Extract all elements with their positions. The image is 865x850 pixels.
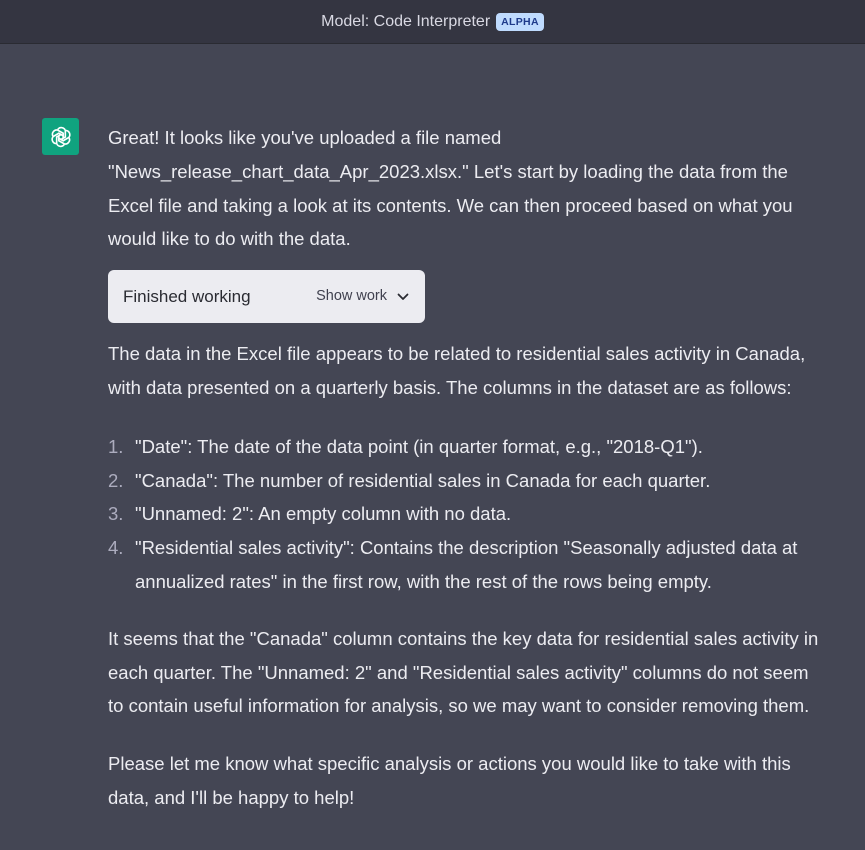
columns-list xyxy=(108,430,828,599)
list-item: 1. "Date": The date of the data point (in quarter format, e.g., "2018-Q1"). xyxy=(108,435,703,457)
chevron-down-icon xyxy=(397,293,409,301)
show-work-button[interactable] xyxy=(316,280,409,314)
assistant-avatar xyxy=(42,118,79,155)
finished-working-panel xyxy=(108,270,425,323)
model-label: Model: Code Interpreter xyxy=(321,12,491,30)
list-item: 4. "Residential sales activity": Contains the description "Seasonally adjusted data at annualized rates" in the first row, with the rest of the rows being empty. xyxy=(108,537,798,592)
openai-logo-icon xyxy=(48,124,74,150)
list-item: 2. "Canada": The number of residential sales in Canada for each quarter. xyxy=(108,469,711,491)
show-work-label: Show work xyxy=(316,287,387,304)
model-header xyxy=(0,0,865,44)
message-content xyxy=(108,121,828,815)
description-paragraph: The data in the Excel file appears to be related to residential sales activity in Canada, with data presented on a quarterly basis. The columns in the dataset are as follows: xyxy=(108,343,806,398)
list-item: 3. "Unnamed: 2": An empty column with no data. xyxy=(108,503,512,525)
intro-paragraph: Great! It looks like you've uploaded a file named "News_release_chart_data_Apr_2023.xlsx." Let's start by loading the data from the Excel file and taking a look at its contents. We can then proceed based on what you would like to do with the data. xyxy=(108,127,793,250)
analysis-paragraph: It seems that the "Canada" column contains the key data for residential sales activity in each quarter. The "Unnamed: 2" and "Residential sales activity" columns do not seem to contain useful information for analysis, so we may want to consider removing them. xyxy=(108,627,819,717)
work-status-label: Finished working xyxy=(123,286,251,306)
alpha-badge: ALPHA xyxy=(496,13,544,31)
closing-paragraph: Please let me know what specific analysis or actions you would like to take with this data, and I'll be happy to help! xyxy=(108,753,791,808)
